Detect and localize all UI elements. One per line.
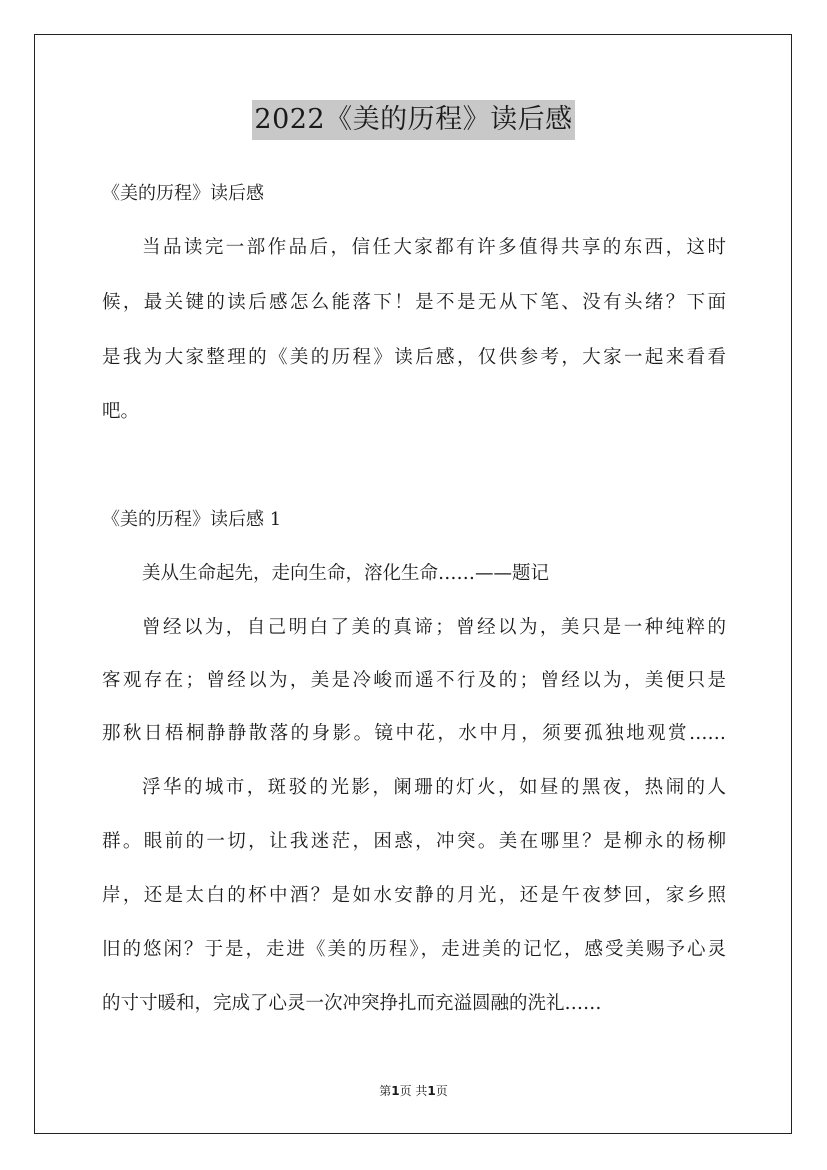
intro-line-4: 吧。 <box>102 401 140 422</box>
epigraph: 美从生命起先，走向生命，溶化生命……——题记 <box>142 563 550 584</box>
intro-line-3: 是我为大家整理的《美的历程》读后感，仅供参考，大家一起来看看 <box>102 347 726 368</box>
title-container <box>0 100 827 140</box>
paragraph2-line-5: 的寸寸暖和，完成了心灵一次冲突挣扎而充溢圆融的洗礼…… <box>102 993 602 1014</box>
paragraph1-line-3: 那秋日梧桐静静散落的身影。镜中花，水中月，须要孤独地观赏…… <box>102 723 726 744</box>
paragraph1-line-2: 客观存在；曾经以为，美是冷峻而遥不行及的；曾经以为，美便只是 <box>102 670 726 691</box>
footer-page-total: 1 <box>427 1084 436 1098</box>
section-heading: 《美的历程》读后感 1 <box>102 509 282 530</box>
document-title: 2022《美的历程》读后感 <box>252 100 574 140</box>
page-footer <box>0 1082 827 1100</box>
document-subtitle: 《美的历程》读后感 <box>102 183 264 204</box>
intro-line-2: 候，最关键的读后感怎么能落下！是不是无从下笔、没有头绪？下面 <box>102 292 726 313</box>
intro-line-1: 当品读完一部作品后，信任大家都有许多值得共享的东西，这时 <box>142 237 726 258</box>
paragraph2-line-4: 旧的悠闲？于是，走进《美的历程》，走进美的记忆，感受美赐予心灵 <box>102 939 726 960</box>
footer-mid: 页 共 <box>399 1084 428 1098</box>
footer-suffix: 页 <box>435 1084 448 1098</box>
paragraph1-line-1: 曾经以为，自己明白了美的真谛；曾经以为，美只是一种纯粹的 <box>142 617 726 638</box>
footer-prefix: 第 <box>379 1084 392 1098</box>
paragraph2-line-3: 岸，还是太白的杯中酒？是如水安静的月光，还是午夜梦回，家乡照 <box>102 885 726 906</box>
paragraph2-line-2: 群。眼前的一切，让我迷茫，困惑，冲突。美在哪里？是柳永的杨柳 <box>102 831 726 852</box>
footer-page-number: 1 <box>391 1084 400 1098</box>
paragraph2-line-1: 浮华的城市，斑驳的光影，阑珊的灯火，如昼的黑夜，热闹的人 <box>142 777 726 798</box>
